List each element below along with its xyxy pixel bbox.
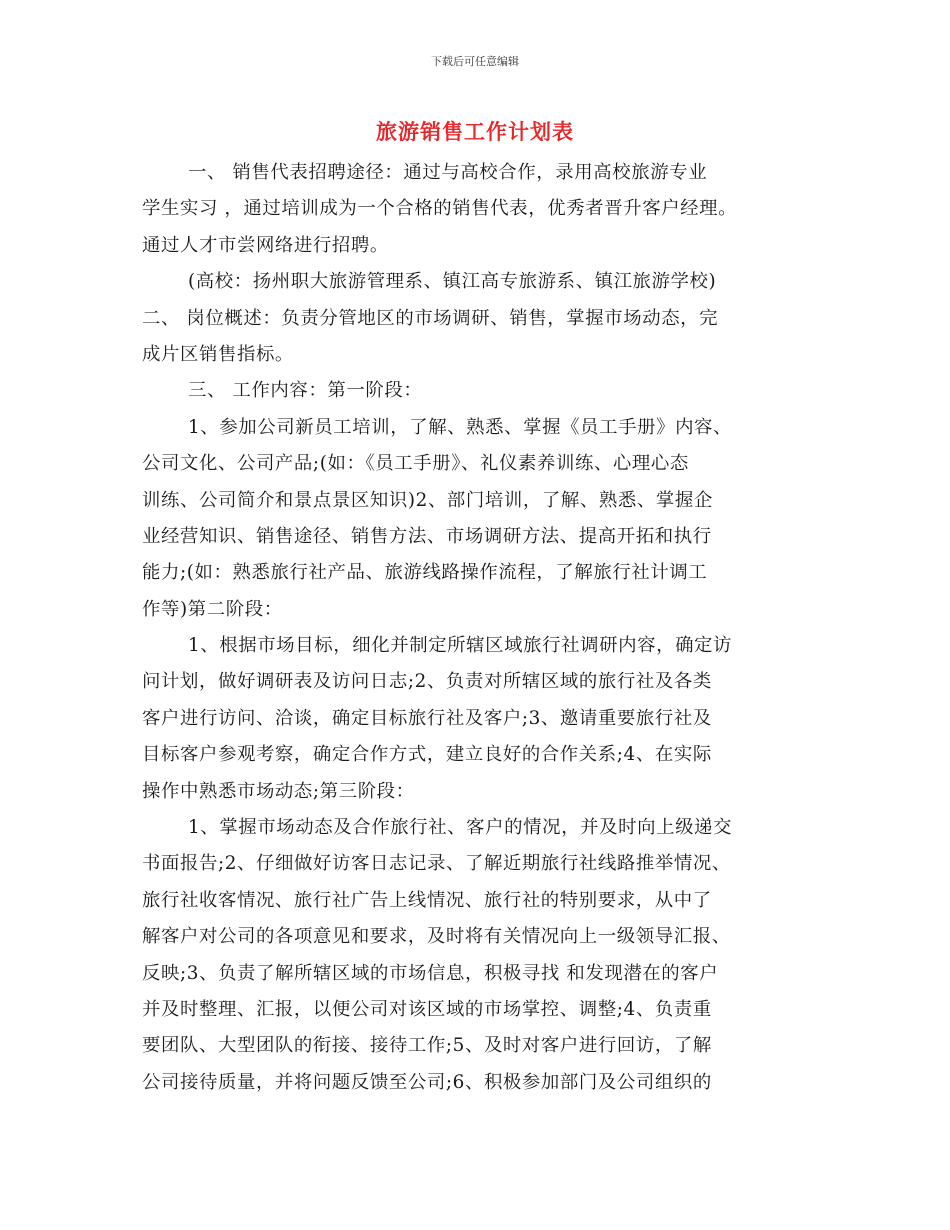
body-line: 三、 工作内容：第一阶段： bbox=[188, 380, 423, 402]
body-line: 公司接待质量，并将问题反馈至公司;6、积极参加部门及公司组织的 bbox=[142, 1071, 712, 1093]
header-note: 下载后可任意编辑 bbox=[431, 55, 519, 68]
body-line: 能力;(如：熟悉旅行社产品、旅游线路操作流程，了解旅行社计调工 bbox=[142, 562, 708, 584]
body-line: 业经营知识、销售途径、销售方法、市场调研方法、提高开拓和执行 bbox=[142, 525, 712, 547]
body-line: 通过人才市尝网络进行招聘。 bbox=[142, 234, 389, 256]
body-line: 1、参加公司新员工培训，了解、熟悉、掌握《员工手册》内容、 bbox=[188, 416, 733, 438]
body-line: 训练、公司简介和景点景区知识)2、部门培训，了解、熟悉、掌握企 bbox=[142, 489, 713, 511]
body-line: 问计划，做好调研表及访问日志;2、负责对所辖区域的旅行社及各类 bbox=[142, 671, 712, 693]
body-line: 成片区销售指标。 bbox=[142, 343, 294, 365]
body-line: 反映;3、负责了解所辖区域的市场信息，积极寻找 和发现潜在的客户 bbox=[142, 962, 719, 984]
body-line: 解客户对公司的各项意见和要求，及时将有关情况向上一级领导汇报、 bbox=[142, 926, 731, 948]
body-line: 要团队、大型团队的衔接、接待工作;5、及时对客户进行回访，了解 bbox=[142, 1035, 712, 1057]
body-line: 操作中熟悉市场动态;第三阶段： bbox=[142, 780, 415, 802]
body-line: 客户进行访问、洽谈，确定目标旅行社及客户;3、邀请重要旅行社及 bbox=[142, 707, 712, 729]
body-line: (高校：扬州职大旅游管理系、镇江高专旅游系、镇江旅游学校) bbox=[188, 271, 717, 293]
body-line: 1、掌握市场动态及合作旅行社、客户的情况，并及时向上级递交 bbox=[188, 817, 733, 839]
body-line: 书面报告;2、仔细做好访客日志记录、了解近期旅行社线路推举情况、 bbox=[142, 853, 731, 875]
body-line: 目标客户参观考察，确定合作方式，建立良好的合作关系;4、在实际 bbox=[142, 744, 712, 766]
body-line: 一、 销售代表招聘途径：通过与高校合作，录用高校旅游专业 bbox=[188, 162, 708, 183]
body-line: 学生实习 ，通过培训成为一个合格的销售代表，优秀者晋升客户经理。 bbox=[142, 198, 738, 220]
body-line: 并及时整理、汇报，以便公司对该区域的市场掌控、调整;4、负责重 bbox=[142, 998, 712, 1020]
body-line: 二、 岗位概述：负责分管地区的市场调研、销售，掌握市场动态，完 bbox=[142, 307, 719, 329]
body-line: 1、根据市场目标，细化并制定所辖区域旅行社调研内容，确定访 bbox=[188, 635, 733, 657]
body-line: 公司文化、公司产品;(如：《员工手册》、礼仪素养训练、心理心态 bbox=[142, 453, 689, 475]
document-body bbox=[142, 155, 822, 1101]
body-line: 旅行社收客情况、旅行社广告上线情况、旅行社的特别要求，从中了 bbox=[142, 889, 712, 911]
body-line: 作等)第二阶段： bbox=[142, 598, 283, 620]
document-title: 旅游销售工作计划表 bbox=[376, 119, 574, 144]
